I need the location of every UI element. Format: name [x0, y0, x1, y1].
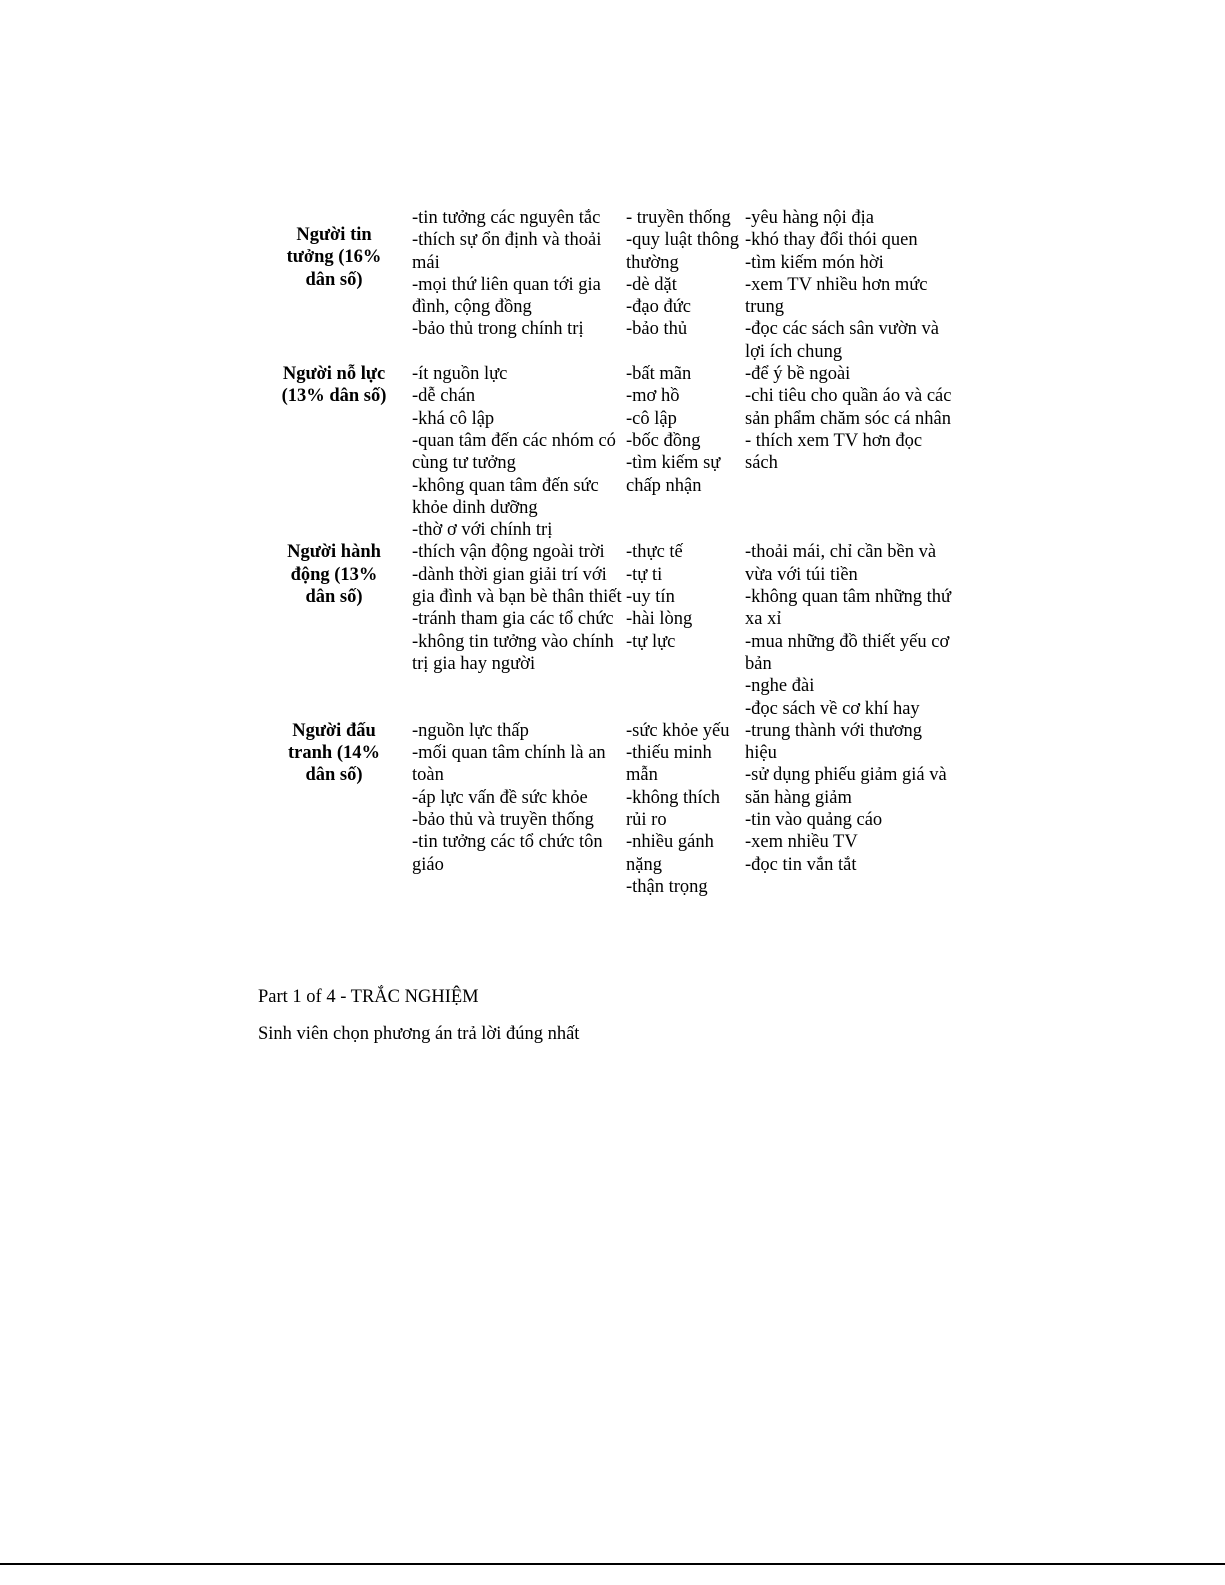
segment-traits-cell	[412, 207, 626, 363]
behavior-item: -chi tiêu cho quần áo và các sản phẩm chăm sóc cá nhân	[745, 386, 952, 429]
segment-traits-cell	[412, 720, 626, 898]
psychology-item: - truyền thống	[626, 208, 731, 228]
segment-psychology-cell	[626, 720, 745, 898]
trait-item: -nguồn lực thấp	[412, 720, 529, 741]
instruction-text: Sinh viên chọn phương án trả lời đúng nhất	[258, 1024, 580, 1044]
behavior-item: -nghe đài	[745, 676, 815, 697]
segment-traits-cell	[412, 541, 626, 719]
psychology-item: -quy luật thông thường	[626, 230, 740, 273]
behavior-item: -mua những đồ thiết yếu cơ bản	[745, 631, 950, 674]
segment-name: Người đấu tranh (14% dân số)	[288, 720, 380, 786]
part-heading: Part 1 of 4 - TRẮC NGHIỆM	[258, 987, 479, 1007]
trait-item: -thờ ơ với chính trị	[412, 520, 553, 541]
behavior-item: -thoải mái, chỉ cần bền và vừa với túi tiền	[745, 542, 937, 585]
segment-name: Người tin tưởng (16% dân số)	[286, 225, 382, 290]
trait-item: -tránh tham gia các tổ chức	[412, 609, 614, 630]
trait-item: -mối quan tâm chính là an toàn	[412, 743, 606, 786]
trait-item: -mọi thứ liên quan tới gia đình, cộng đồng	[412, 274, 601, 318]
segment-name-cell	[256, 541, 412, 719]
segment-behaviors-cell	[745, 207, 955, 363]
psychology-item: -cô lập	[626, 408, 677, 429]
segment-name: Người nỗ lực (13% dân số)	[281, 364, 387, 407]
psychology-item: -tự ti	[626, 564, 663, 585]
psychology-item: -mơ hồ	[626, 386, 680, 407]
trait-item: -dành thời gian giải trí với gia đình và bạn bè thân thiết	[412, 564, 622, 608]
trait-item: -bảo thủ trong chính trị	[412, 319, 584, 340]
trait-item: -không quan tâm đến sức khỏe dinh dưỡng	[412, 475, 599, 518]
psychology-item: -đạo đức	[626, 297, 691, 318]
psychology-item: -thực tế	[626, 542, 683, 563]
behavior-item: -khó thay đổi thói quen	[745, 230, 918, 251]
psychology-item: -tìm kiếm sự chấp nhận	[626, 453, 721, 496]
psychology-item: -bảo thủ	[626, 319, 688, 340]
psychology-item: -không thích rủi ro	[626, 787, 721, 831]
trait-item: -áp lực vấn đề sức khỏe	[412, 787, 588, 808]
trait-item: -quan tâm đến các nhóm có cùng tư tưởng	[412, 430, 616, 474]
psychology-item: -thiếu minh mẫn	[626, 743, 712, 786]
trait-item: -tin tưởng các nguyên tắc	[412, 208, 601, 228]
psychology-item: -uy tín	[626, 587, 675, 608]
segment-traits-cell	[412, 363, 626, 541]
psychology-item: -dè dặt	[626, 274, 677, 295]
segment-name-cell	[256, 363, 412, 541]
trait-item: -dễ chán	[412, 386, 476, 407]
page-bottom-divider	[0, 1563, 1225, 1565]
psychology-item: -bất mãn	[626, 364, 692, 385]
behavior-item: -xem nhiều TV	[745, 832, 858, 853]
behavior-item: -để ý bề ngoài	[745, 364, 851, 385]
trait-item: -thích vận động ngoài trời	[412, 542, 605, 563]
segment-psychology-cell	[626, 363, 745, 541]
segment-psychology-cell	[626, 541, 745, 719]
trait-item: -khá cô lập	[412, 408, 495, 429]
behavior-item: -không quan tâm những thứ xa xỉ	[745, 587, 952, 630]
psychology-item: -tự lực	[626, 631, 676, 652]
trait-item: -ít nguồn lực	[412, 364, 508, 385]
behavior-item: -tin vào quảng cáo	[745, 810, 883, 831]
segment-name-cell	[256, 720, 412, 898]
behavior-item: -xem TV nhiều hơn mức trung	[745, 274, 928, 318]
segment-behaviors-cell	[745, 363, 955, 541]
segment-behaviors-cell	[745, 541, 955, 719]
behavior-item: -đọc sách về cơ khí hay	[745, 698, 920, 719]
segment-behaviors-cell	[745, 720, 955, 898]
behavior-item: -sử dụng phiếu giảm giá và săn hàng giảm	[745, 765, 947, 808]
consumer-segments-table	[256, 207, 955, 898]
segment-name-cell	[256, 207, 412, 363]
table-row-strivers	[256, 363, 955, 541]
segment-name: Người hành động (13% dân số)	[287, 542, 381, 608]
behavior-item: - thích xem TV hơn đọc sách	[745, 430, 923, 474]
psychology-item: -thận trọng	[626, 876, 708, 897]
trait-item: -không tin tưởng vào chính trị gia hay người	[412, 631, 614, 674]
trait-item: -bảo thủ và truyền thống	[412, 810, 594, 831]
trait-item: -tin tưởng các tổ chức tôn giáo	[412, 832, 603, 875]
psychology-item: -nhiều gánh nặng	[626, 832, 714, 875]
behavior-item: -trung thành với thương hiệu	[745, 720, 923, 764]
table-row-makers	[256, 541, 955, 719]
behavior-item: -đọc các sách sân vườn và lợi ích chung	[745, 319, 939, 362]
table-row-survivors	[256, 720, 955, 898]
table-row-believers	[256, 207, 955, 363]
psychology-item: -sức khỏe yếu	[626, 720, 730, 741]
behavior-item: -yêu hàng nội địa	[745, 208, 874, 228]
behavior-item: -đọc tin vắn tắt	[745, 854, 857, 875]
psychology-item: -hài lòng	[626, 609, 693, 630]
psychology-item: -bốc đồng	[626, 430, 701, 451]
trait-item: -thích sự ổn định và thoải mái	[412, 230, 602, 273]
behavior-item: -tìm kiếm món hời	[745, 252, 884, 273]
segment-psychology-cell	[626, 207, 745, 363]
